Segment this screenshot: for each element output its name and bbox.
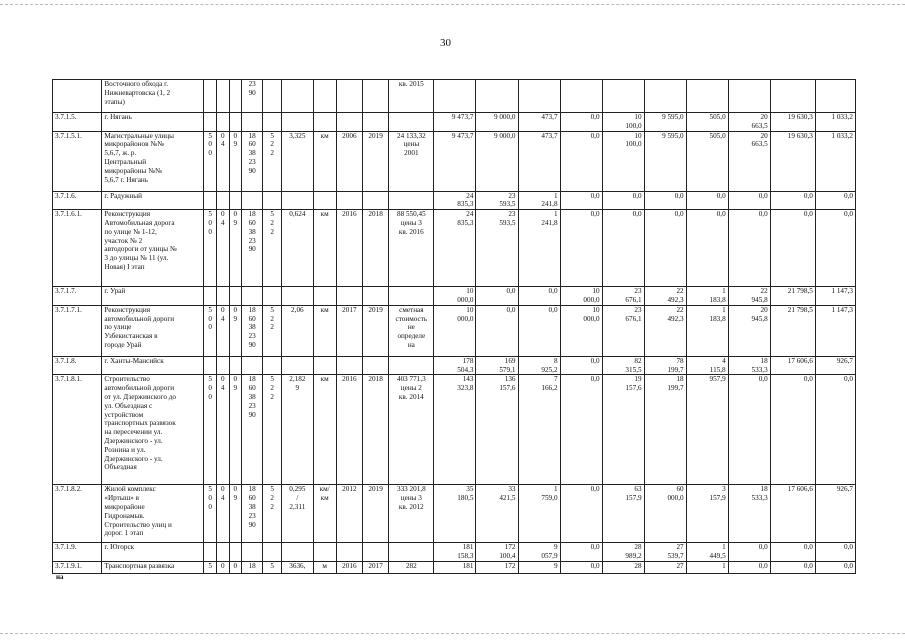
cell-codes-a: 23 90: [242, 80, 263, 113]
table-row: [53, 485, 856, 543]
cell-length: [282, 113, 314, 132]
cell-v5: 10 100,0: [602, 113, 644, 132]
cell-year-end: 2019: [362, 131, 388, 191]
cell-v4: [560, 80, 602, 113]
cell-v10: [815, 80, 855, 113]
cell-v10: 0,0: [815, 191, 855, 210]
cell-length: [282, 543, 314, 562]
cell-digit-2: 0 4: [216, 131, 229, 191]
cell-v9: 0,0: [770, 191, 815, 210]
cell-unit: [313, 356, 336, 375]
cell-v7: 3 157,9: [686, 485, 728, 543]
cell-v10: 1 033,2: [815, 113, 855, 132]
cell-code: [53, 80, 102, 113]
table-row: [53, 113, 856, 132]
cell-name: Жилой комплекс «Иртыш» в микрорайоне Гидронамыв. Строительство улиц и дорог. 1 этап: [102, 485, 204, 543]
cell-code: 3.7.1.5.1.: [53, 131, 102, 191]
cell-v1: 35 180,5: [434, 485, 476, 543]
cell-codes-a: 18 60 38 23 90: [242, 305, 263, 356]
cell-digit-2: 0 4: [216, 305, 229, 356]
table-row: [53, 543, 856, 562]
cell-v5: 0,0: [602, 210, 644, 287]
cell-length: 0,624: [282, 210, 314, 287]
cell-codes-a: 18 60 38 23 90: [242, 210, 263, 287]
cell-length: 3636,: [282, 561, 314, 573]
table-row: [53, 287, 856, 306]
cell-v10: 0,0: [815, 543, 855, 562]
cell-codes-a: 18: [242, 561, 263, 573]
cell-v4: 10 000,0: [560, 305, 602, 356]
cell-name: г. Радужный: [102, 191, 204, 210]
cell-codes-b: 5 2 2: [263, 375, 282, 485]
budget-table: [52, 79, 856, 574]
cell-digit-2: 0: [216, 561, 229, 573]
cell-v8: [728, 80, 770, 113]
cell-year-end: 2018: [362, 210, 388, 287]
cell-v8: 18 533,3: [728, 485, 770, 543]
cell-code: 3.7.1.5.: [53, 113, 102, 132]
cell-digit-1: [204, 543, 217, 562]
cell-v9: 21 798,5: [770, 287, 815, 306]
cell-v3: 0,0: [518, 287, 560, 306]
cell-digit-3: 0 9: [229, 131, 242, 191]
cell-v2: 9 000,0: [476, 131, 518, 191]
cell-v7: 1 449,5: [686, 543, 728, 562]
cell-v1: 10 000,0: [434, 287, 476, 306]
cell-length: [282, 80, 314, 113]
cell-codes-b: 5 2 2: [263, 485, 282, 543]
cell-v4: 0,0: [560, 210, 602, 287]
cell-v2: 33 421,5: [476, 485, 518, 543]
cell-v4: 0,0: [560, 561, 602, 573]
cell-year-end: 2019: [362, 305, 388, 356]
cell-v3: 0,0: [518, 305, 560, 356]
cell-year-start: [336, 287, 362, 306]
cell-year-start: [336, 543, 362, 562]
cell-v8: 0,0: [728, 543, 770, 562]
cell-v1: 10 000,0: [434, 305, 476, 356]
cell-codes-b: [263, 356, 282, 375]
cell-code: 3.7.1.7.: [53, 287, 102, 306]
cell-estimate: [389, 191, 434, 210]
cell-digit-1: 5 0 0: [204, 210, 217, 287]
cell-year-start: [336, 113, 362, 132]
cell-v9: 0,0: [770, 375, 815, 485]
cell-codes-b: [263, 287, 282, 306]
cell-codes-b: 5 2 2: [263, 131, 282, 191]
cell-estimate: 24 133,32 цены 2001: [389, 131, 434, 191]
cell-v8: 20 945,8: [728, 305, 770, 356]
cell-digit-2: [216, 191, 229, 210]
cell-digit-2: [216, 356, 229, 375]
cell-v5: 19 157,6: [602, 375, 644, 485]
cell-digit-3: 0 9: [229, 375, 242, 485]
cell-estimate: [389, 543, 434, 562]
cell-v7: 957,9: [686, 375, 728, 485]
cell-digit-3: 0 9: [229, 485, 242, 543]
cell-v6: [644, 80, 686, 113]
cell-v1: 181: [434, 561, 476, 573]
scan-edge-bottom: [0, 633, 905, 635]
cell-v3: 473,7: [518, 113, 560, 132]
cell-v1: 181 158,3: [434, 543, 476, 562]
cell-name: г. Югорск: [102, 543, 204, 562]
cell-v7: 1 183,8: [686, 305, 728, 356]
cell-v2: 136 157,6: [476, 375, 518, 485]
cell-name: Строительство автомобильной дороги от ул. Дзержинского до ул. Объездная с устройством транспортных развязок на пересечении ул. Дзержинского - ул. Рознина и ул. Дзержинского - ул. Объездная: [102, 375, 204, 485]
table-row: [53, 131, 856, 191]
cell-codes-a: 18 60 38 23 90: [242, 375, 263, 485]
cell-digit-1: [204, 113, 217, 132]
cell-name: Реконструкция автомобильной дороги по улице Узбекистанская в городе Урай: [102, 305, 204, 356]
cell-v3: 8 925,2: [518, 356, 560, 375]
cell-year-end: [362, 356, 388, 375]
cell-code: 3.7.1.8.: [53, 356, 102, 375]
cell-unit: [313, 191, 336, 210]
cell-v5: 23 676,1: [602, 305, 644, 356]
table-row: [53, 375, 856, 485]
cell-v5: 0,0: [602, 191, 644, 210]
cell-v4: 0,0: [560, 113, 602, 132]
cell-v10: 1 033,2: [815, 131, 855, 191]
cell-estimate: 282: [389, 561, 434, 573]
cell-digit-3: [229, 191, 242, 210]
cell-v4: 10 000,0: [560, 287, 602, 306]
cell-v1: 178 504,3: [434, 356, 476, 375]
cell-year-start: 2006: [336, 131, 362, 191]
cell-v9: 0,0: [770, 210, 815, 287]
cell-v4: 0,0: [560, 191, 602, 210]
cell-estimate: 88 550,45 цены 3 кв. 2016: [389, 210, 434, 287]
cell-codes-b: 5 2 2: [263, 210, 282, 287]
cell-length: 2,182 9: [282, 375, 314, 485]
cell-code: 3.7.1.6.: [53, 191, 102, 210]
cell-v2: [476, 80, 518, 113]
cell-digit-3: [229, 543, 242, 562]
cell-year-start: [336, 191, 362, 210]
cell-v4: 0,0: [560, 131, 602, 191]
cell-unit: [313, 113, 336, 132]
cell-v5: [602, 80, 644, 113]
cell-v4: 0,0: [560, 485, 602, 543]
cell-v1: [434, 80, 476, 113]
footer-note: на: [56, 573, 64, 581]
cell-year-end: 2017: [362, 561, 388, 573]
cell-codes-a: [242, 113, 263, 132]
cell-v3: [518, 80, 560, 113]
cell-estimate: кв. 2015: [389, 80, 434, 113]
cell-length: [282, 287, 314, 306]
cell-unit: км: [313, 131, 336, 191]
cell-year-start: 2017: [336, 305, 362, 356]
cell-v1: 24 835,3: [434, 191, 476, 210]
cell-v2: 169 579,1: [476, 356, 518, 375]
cell-unit: км: [313, 305, 336, 356]
cell-estimate: [389, 287, 434, 306]
cell-v5: 10 100,0: [602, 131, 644, 191]
cell-digit-3: [229, 80, 242, 113]
table-row: [53, 356, 856, 375]
cell-v6: 22 492,3: [644, 305, 686, 356]
cell-v7: 0,0: [686, 210, 728, 287]
cell-v7: 0,0: [686, 191, 728, 210]
cell-v5: 23 676,1: [602, 287, 644, 306]
cell-digit-3: [229, 113, 242, 132]
cell-digit-2: [216, 543, 229, 562]
cell-estimate: 333 201,8 цены 3 кв. 2012: [389, 485, 434, 543]
cell-v7: [686, 80, 728, 113]
cell-digit-2: 0 4: [216, 485, 229, 543]
cell-estimate: [389, 356, 434, 375]
cell-v4: 0,0: [560, 356, 602, 375]
cell-name: г. Урай: [102, 287, 204, 306]
cell-v3: 1 241,8: [518, 191, 560, 210]
cell-v3: 9: [518, 561, 560, 573]
cell-digit-1: 5 0 0: [204, 131, 217, 191]
cell-codes-b: [263, 113, 282, 132]
cell-code: 3.7.1.8.1.: [53, 375, 102, 485]
cell-v3: 9 057,9: [518, 543, 560, 562]
cell-code: 3.7.1.6.1.: [53, 210, 102, 287]
cell-v7: 4 115,8: [686, 356, 728, 375]
cell-year-end: [362, 80, 388, 113]
cell-v8: 22 945,8: [728, 287, 770, 306]
cell-name: Магистральные улицы микрорайонов №№ 5,6,7, ж. р. Центральный микрорайоны №№ 5,6,7 г. Нягань: [102, 131, 204, 191]
cell-year-start: 2016: [336, 210, 362, 287]
cell-v8: 0,0: [728, 561, 770, 573]
cell-codes-b: 5: [263, 561, 282, 573]
cell-estimate: [389, 113, 434, 132]
cell-v9: 17 606,6: [770, 485, 815, 543]
cell-year-end: 2019: [362, 485, 388, 543]
cell-unit: м: [313, 561, 336, 573]
cell-v2: 0,0: [476, 287, 518, 306]
cell-v1: 24 835,3: [434, 210, 476, 287]
cell-v6: 22 492,3: [644, 287, 686, 306]
cell-digit-2: 0 4: [216, 210, 229, 287]
cell-name: Реконструкция Автомобильная дорога по улице № 1-12, участок № 2 автодороги от улицы № 3 до улицы № 11 (ул. Новая) I этап: [102, 210, 204, 287]
cell-v10: 926,7: [815, 356, 855, 375]
cell-v7: 1 183,8: [686, 287, 728, 306]
cell-digit-1: [204, 191, 217, 210]
cell-digit-1: 5 0 0: [204, 305, 217, 356]
cell-v10: 0,0: [815, 375, 855, 485]
cell-digit-3: 0 9: [229, 305, 242, 356]
cell-code: 3.7.1.9.1.: [53, 561, 102, 573]
cell-year-start: 2016: [336, 375, 362, 485]
cell-v10: 926,7: [815, 485, 855, 543]
cell-codes-a: 18 60 38 23 90: [242, 485, 263, 543]
cell-length: [282, 356, 314, 375]
cell-year-end: [362, 191, 388, 210]
cell-v6: 78 199,7: [644, 356, 686, 375]
cell-v10: 0,0: [815, 210, 855, 287]
cell-v6: 0,0: [644, 210, 686, 287]
cell-v8: 0,0: [728, 191, 770, 210]
cell-v6: 9 595,0: [644, 113, 686, 132]
cell-v2: 0,0: [476, 305, 518, 356]
cell-v9: 21 798,5: [770, 305, 815, 356]
cell-code: 3.7.1.9.: [53, 543, 102, 562]
cell-unit: [313, 80, 336, 113]
cell-v1: 143 323,8: [434, 375, 476, 485]
cell-v8: 20 663,5: [728, 113, 770, 132]
cell-unit: км/ км: [313, 485, 336, 543]
cell-digit-3: 0 9: [229, 210, 242, 287]
table-row: [53, 80, 856, 113]
cell-v7: 505,0: [686, 131, 728, 191]
cell-v4: 0,0: [560, 543, 602, 562]
cell-v5: 63 157,9: [602, 485, 644, 543]
cell-year-start: 2012: [336, 485, 362, 543]
cell-digit-1: [204, 80, 217, 113]
cell-v7: 1: [686, 561, 728, 573]
cell-digit-1: 5 0 0: [204, 375, 217, 485]
cell-v5: 82 315,5: [602, 356, 644, 375]
cell-year-end: 2018: [362, 375, 388, 485]
cell-digit-1: [204, 356, 217, 375]
cell-unit: км: [313, 375, 336, 485]
cell-v9: 17 606,6: [770, 356, 815, 375]
cell-v2: 23 593,5: [476, 191, 518, 210]
cell-length: 3,325: [282, 131, 314, 191]
cell-v3: 7 166,2: [518, 375, 560, 485]
cell-year-end: [362, 543, 388, 562]
cell-v8: 0,0: [728, 210, 770, 287]
cell-v5: 28 989,2: [602, 543, 644, 562]
cell-year-start: 2016: [336, 561, 362, 573]
table-row: [53, 210, 856, 287]
cell-v4: 0,0: [560, 375, 602, 485]
cell-estimate: сметная стоимость не определе на: [389, 305, 434, 356]
cell-codes-a: [242, 356, 263, 375]
cell-digit-1: 5 0 0: [204, 485, 217, 543]
cell-digit-1: 5: [204, 561, 217, 573]
cell-v6: 0,0: [644, 191, 686, 210]
table-row: [53, 305, 856, 356]
cell-codes-b: [263, 191, 282, 210]
cell-v6: 9 595,0: [644, 131, 686, 191]
cell-name: Транспортная развязка: [102, 561, 204, 573]
cell-v10: 1 147,3: [815, 287, 855, 306]
cell-v10: 1 147,3: [815, 305, 855, 356]
cell-unit: [313, 287, 336, 306]
cell-length: 0,295 / 2,311: [282, 485, 314, 543]
cell-codes-a: [242, 191, 263, 210]
cell-v9: 0,0: [770, 543, 815, 562]
cell-unit: [313, 543, 336, 562]
cell-v2: 9 000,0: [476, 113, 518, 132]
cell-codes-b: 5 2 2: [263, 305, 282, 356]
cell-v3: 473,7: [518, 131, 560, 191]
cell-codes-a: 18 60 38 23 90: [242, 131, 263, 191]
cell-v5: 28: [602, 561, 644, 573]
cell-codes-a: [242, 543, 263, 562]
cell-codes-b: [263, 80, 282, 113]
cell-unit: км: [313, 210, 336, 287]
cell-codes-a: [242, 287, 263, 306]
cell-digit-2: [216, 80, 229, 113]
cell-v6: 18 199,7: [644, 375, 686, 485]
cell-v8: 0,0: [728, 375, 770, 485]
cell-code: 3.7.1.8.2.: [53, 485, 102, 543]
cell-v1: 9 473,7: [434, 113, 476, 132]
cell-name: Восточного обхода г. Нижневартовска (1, 2 этапы): [102, 80, 204, 113]
cell-codes-b: [263, 543, 282, 562]
cell-v9: 19 630,3: [770, 131, 815, 191]
cell-digit-3: 0: [229, 561, 242, 573]
cell-name: г. Ханты-Мансийск: [102, 356, 204, 375]
cell-name: г. Нягань: [102, 113, 204, 132]
cell-digit-2: [216, 287, 229, 306]
table-row: [53, 561, 856, 573]
cell-estimate: 403 771,3 цены 2 кв. 2014: [389, 375, 434, 485]
cell-v9: 0,0: [770, 561, 815, 573]
cell-v3: 1 241,8: [518, 210, 560, 287]
page-number: 30: [440, 37, 451, 49]
scan-edge-top: [0, 4, 905, 6]
cell-v6: 27: [644, 561, 686, 573]
cell-year-start: [336, 356, 362, 375]
cell-v9: [770, 80, 815, 113]
cell-digit-1: [204, 287, 217, 306]
cell-length: 2,06: [282, 305, 314, 356]
cell-year-end: [362, 287, 388, 306]
table-row: [53, 191, 856, 210]
cell-v2: 172: [476, 561, 518, 573]
cell-v6: 60 000,0: [644, 485, 686, 543]
cell-digit-2: [216, 113, 229, 132]
cell-v2: 172 100,4: [476, 543, 518, 562]
cell-v6: 27 539,7: [644, 543, 686, 562]
cell-v8: 20 663,5: [728, 131, 770, 191]
cell-v7: 505,0: [686, 113, 728, 132]
cell-v2: 23 593,5: [476, 210, 518, 287]
cell-year-start: [336, 80, 362, 113]
cell-digit-3: [229, 287, 242, 306]
cell-year-end: [362, 113, 388, 132]
cell-v8: 18 533,3: [728, 356, 770, 375]
cell-digit-2: 0 4: [216, 375, 229, 485]
cell-v3: 1 759,0: [518, 485, 560, 543]
cell-length: [282, 191, 314, 210]
cell-v1: 9 473,7: [434, 131, 476, 191]
cell-digit-3: [229, 356, 242, 375]
cell-code: 3.7.1.7.1.: [53, 305, 102, 356]
cell-v10: 0,0: [815, 561, 855, 573]
cell-v9: 19 630,3: [770, 113, 815, 132]
